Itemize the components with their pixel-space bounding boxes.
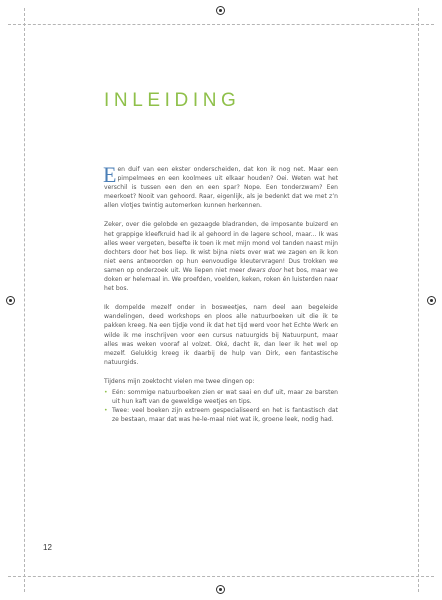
paragraph-3: Ik dompelde mezelf onder in bosweetjes, nam deel aan begeleide wandelingen, deed workshops en ploos alle natuurboeken uit die ik te pakken kreeg. Na een tijdje vond ik dat het tijd werd voor het Echte Werk en wilde ik me inschrijven voor een cursus natuurgids bij Natuurpunt, maar alles was weken vooraf al volzet. Oké, dacht ik, dan leer ik het wel op mezelf. Gelukkig kreeg ik daarbij de hulp van Dirk, een fantastische natuurgids.: [104, 304, 338, 366]
list-item-text: Twee: veel boeken zijn extreem gespecialiseerd en het is fantastisch dat ze bestaan, maar dat was he-le-maal niet wat ik, groene leek, nodig had.: [112, 407, 338, 424]
bullet-icon: •: [104, 407, 108, 415]
registration-mark-left: [6, 296, 15, 305]
body-text: [103, 162, 338, 434]
bullet-icon: •: [104, 388, 108, 396]
trim-line-bottom: [8, 576, 434, 577]
paragraph-1: [103, 162, 338, 210]
registration-mark-bottom: [216, 585, 225, 594]
trim-line-left: [24, 8, 25, 592]
trim-line-right: [418, 8, 419, 592]
paragraph-1-text: en duif van een ekster onderscheiden, dat kon ik nog net. Maar een pimpelmees en een koolmees uit elkaar houden? Oei. Weten wat het verschil is tussen een den en een spar? Nope. Een tonderzwam? Een meerkoet? Nooit van gehoord. Raar, eigenlijk, als je bedenkt dat we met z’n allen vlotjes twintig automerken kunnen herkennen.: [104, 166, 338, 210]
drop-cap: E: [103, 162, 117, 187]
list-item: [104, 406, 338, 424]
list-item: [104, 388, 338, 406]
list-item-text: Eén: sommige natuurboeken zien er wat saai en duf uit, maar ze barsten uit hun kaft van de geweldige weetjes en tips.: [112, 388, 338, 406]
paragraph-2: Zeker, over die gelobde en gezaagde bladranden, de imposante buizerd en het grappige kleefkruid had ik al gehoord in de lagere school, maar... Ik was alles weer vergeten, besefte ik toen ik met mijn mond vol tanden naast mijn dochters door het bos liep. Ik wist bijna niets over wat we zagen en ik kon niet eens antwoorden op hun eenvoudige kleutervragen! Dus trokken we samen op onderzoek uit. We liepen niet meer dwars door het bos, maar we doken er helemaal in. We proefden, voelden, keken, roken én luisterden naar het bos.: [104, 221, 338, 293]
page-number: 12: [43, 543, 52, 552]
chapter-heading: INLEIDING: [104, 90, 241, 111]
emphasis-text: dwars door: [247, 266, 282, 274]
registration-mark-top: [216, 6, 225, 15]
list-intro: Tijdens mijn zoektocht vielen me twee dingen op:: [104, 377, 255, 385]
trim-line-top: [8, 24, 434, 25]
registration-mark-right: [427, 296, 436, 305]
observations-list: [104, 377, 338, 424]
